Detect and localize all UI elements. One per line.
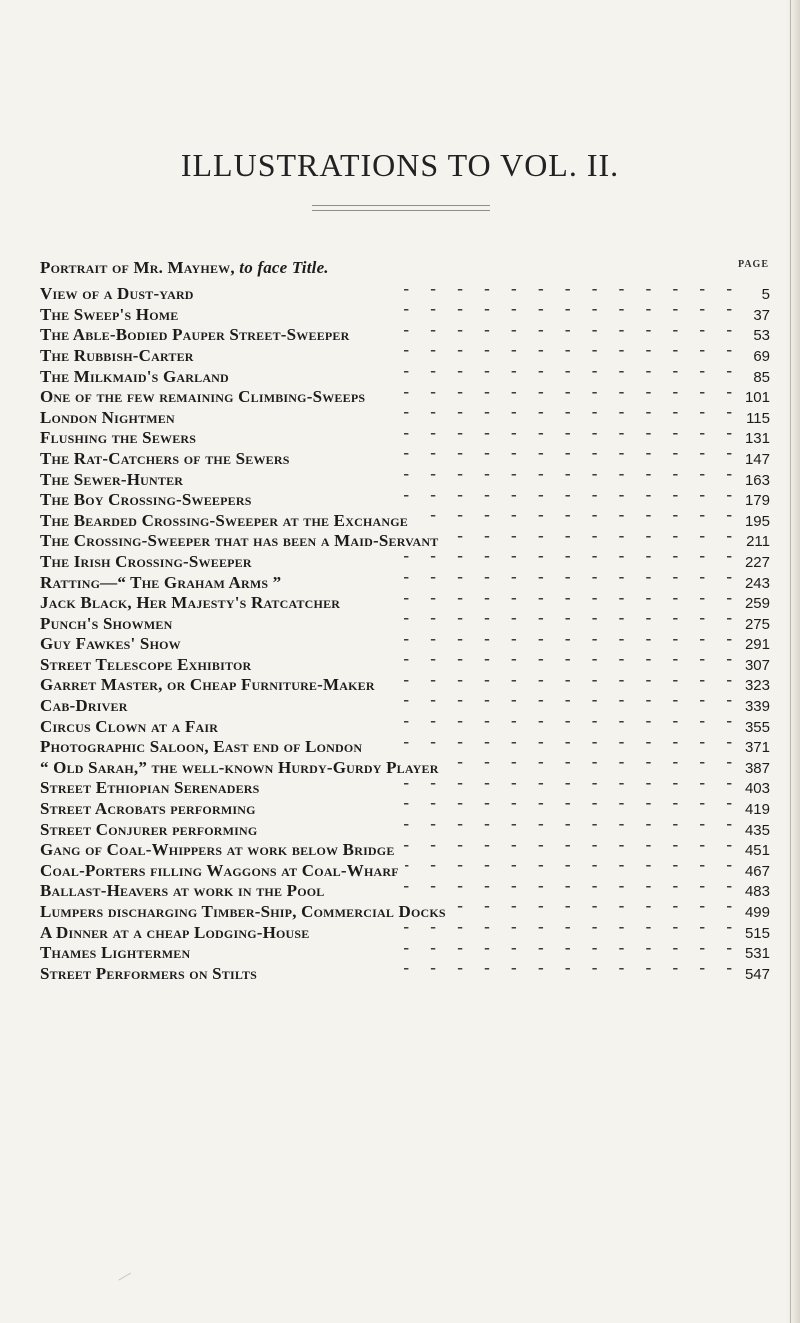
entry-label: The Rubbish-Carter [40,345,194,365]
entry-page: 403 [744,780,770,798]
entry-label: Ballast-Heavers at work in the Pool [40,881,325,901]
page-column-header: PAGE [737,259,769,270]
entry-label: Lumpers discharging Timber-Ship, Commercial Docks [40,902,446,921]
illustrations-list [40,258,770,983]
list-item [40,279,770,304]
page-edge-line [790,0,791,1323]
entry-page: 37 [753,306,770,324]
dot-leader [257,649,732,670]
entry-page: 355 [744,718,770,736]
entry-label: View of a Dust-yard [40,284,194,304]
entry-page: 451 [744,842,770,860]
entry-note: to face Title. [239,258,329,277]
dot-leader [181,402,732,423]
dot-leader [263,814,732,835]
entry-label: Street Telescope Exhibitor [40,654,252,674]
dot-leader [258,485,732,506]
entry-label: The Rat-Catchers of the Sewers [40,448,290,468]
entry-page: 131 [744,430,770,448]
entry-page: 101 [744,389,770,407]
entry-page: 275 [744,615,770,633]
entry-label: Street Ethiopian Serenaders [40,778,260,798]
dot-leader [262,793,732,814]
dot-leader [444,526,732,547]
entry-label: The Milkmaid's Garland [40,366,229,386]
dot-leader [187,629,732,650]
entry-label: Punch's Showmen [40,613,173,633]
entry-page: 69 [753,347,770,365]
dot-leader [266,773,732,794]
entry-label: The Sewer-Hunter [40,469,184,489]
entry-page: 53 [753,327,770,345]
dot-leader [200,279,732,300]
title-rule [312,205,490,211]
entry-label: Cab-Driver [40,696,128,716]
list-item [40,258,770,279]
entry-page: 339 [744,698,770,716]
dot-leader [296,443,732,464]
dot-leader [401,835,732,856]
entry-page: 291 [744,636,770,654]
dot-leader [381,670,732,691]
entry-page: 435 [744,821,770,839]
entry-page: 115 [746,409,770,427]
dot-leader [263,958,732,979]
dot-leader [184,299,732,320]
entry-page: 515 [744,924,770,942]
dot-leader [445,752,732,773]
dot-leader [224,711,732,732]
entry-page: 179 [744,492,770,510]
entry-label: A Dinner at a cheap Lodging-House [40,922,310,942]
dot-leader [356,320,733,341]
dot-leader [330,876,732,897]
entry-page: 147 [744,450,770,468]
entry-page: 387 [744,759,770,777]
entry-label: The Bearded Crossing-Sweeper at the Exchange [40,510,408,530]
dot-leader [178,608,732,629]
entry-label: Flushing the Sewers [40,428,197,448]
entry-label: Guy Fawkes' Show [40,634,181,654]
entry-page: 211 [746,533,770,551]
entry-page: 499 [744,904,770,921]
entry-page: 85 [753,368,770,386]
entry-page: 531 [744,945,770,963]
entry-page: 307 [744,656,770,674]
entry-page: 323 [744,677,770,695]
list-item [40,690,770,716]
entry-page: 227 [744,553,770,571]
entry-label: Jack Black, Her Majesty's Ratcatcher [40,593,341,613]
entry-label: Street Performers on Stilts [40,963,258,983]
entry-page: 371 [744,739,770,757]
entry-page: 483 [744,883,770,901]
dot-leader [235,361,732,382]
entry-label: Portrait of Mr. Mayhew, to face Title. [40,258,329,277]
dot-leader [405,855,732,876]
dot-leader [287,567,732,588]
entry-label: Photographic Saloon, East end of London [40,737,363,757]
dot-leader [414,505,732,526]
dot-leader [452,896,732,917]
entry-label: Thames Lightermen [40,943,191,963]
entry-label: “ Old Sarah,” the well-known Hurdy-Gurdy Player [40,757,439,777]
entry-page: 547 [744,965,770,983]
dot-leader [202,423,732,444]
entry-label: Street Acrobats performing [40,799,256,819]
page-edge [786,0,800,1323]
entry-label: The Sweep's Home [40,304,179,324]
dot-leader [200,340,732,361]
dot-leader [316,917,733,938]
entry-page: 163 [744,471,770,489]
entry-label: Garret Master, or Cheap Furniture-Maker [40,675,375,695]
dot-leader [258,546,732,567]
entry-page: 259 [744,595,770,613]
entry-label: Gang of Coal-Whippers at work below Bridge [40,840,395,860]
dot-leader [189,464,732,485]
dot-leader [371,382,732,403]
entry-page: 5 [761,286,770,304]
list-item [40,711,770,736]
entry-label: London Nightmen [40,407,175,427]
dot-leader [196,938,732,959]
entry-label: Circus Clown at a Fair [40,716,219,736]
entry-page: 419 [744,801,770,819]
entry-page: 195 [744,512,770,530]
entry-label: Coal-Porters filling Waggons at Coal-Wharf [40,860,399,880]
dot-leader [346,588,732,609]
entry-label: Ratting—“ The Graham Arms ” [40,572,282,592]
dot-leader [134,690,732,711]
entry-label: One of the few remaining Climbing-Sweeps [40,387,366,407]
entry-label: The Able-Bodied Pauper Street-Sweeper [40,325,350,345]
page-mark [118,1273,131,1282]
entry-label: Street Conjurer performing [40,819,258,839]
entry-page: 243 [744,574,770,592]
entry-page: 467 [744,862,770,880]
entry-label: The Crossing-Sweeper that has been a Maid-Servant [40,531,439,551]
entry-label: The Irish Crossing-Sweeper [40,551,252,571]
page-title: ILLUSTRATIONS TO VOL. II. [180,147,620,183]
dot-leader [368,732,732,753]
entry-label: The Boy Crossing-Sweepers [40,490,252,510]
